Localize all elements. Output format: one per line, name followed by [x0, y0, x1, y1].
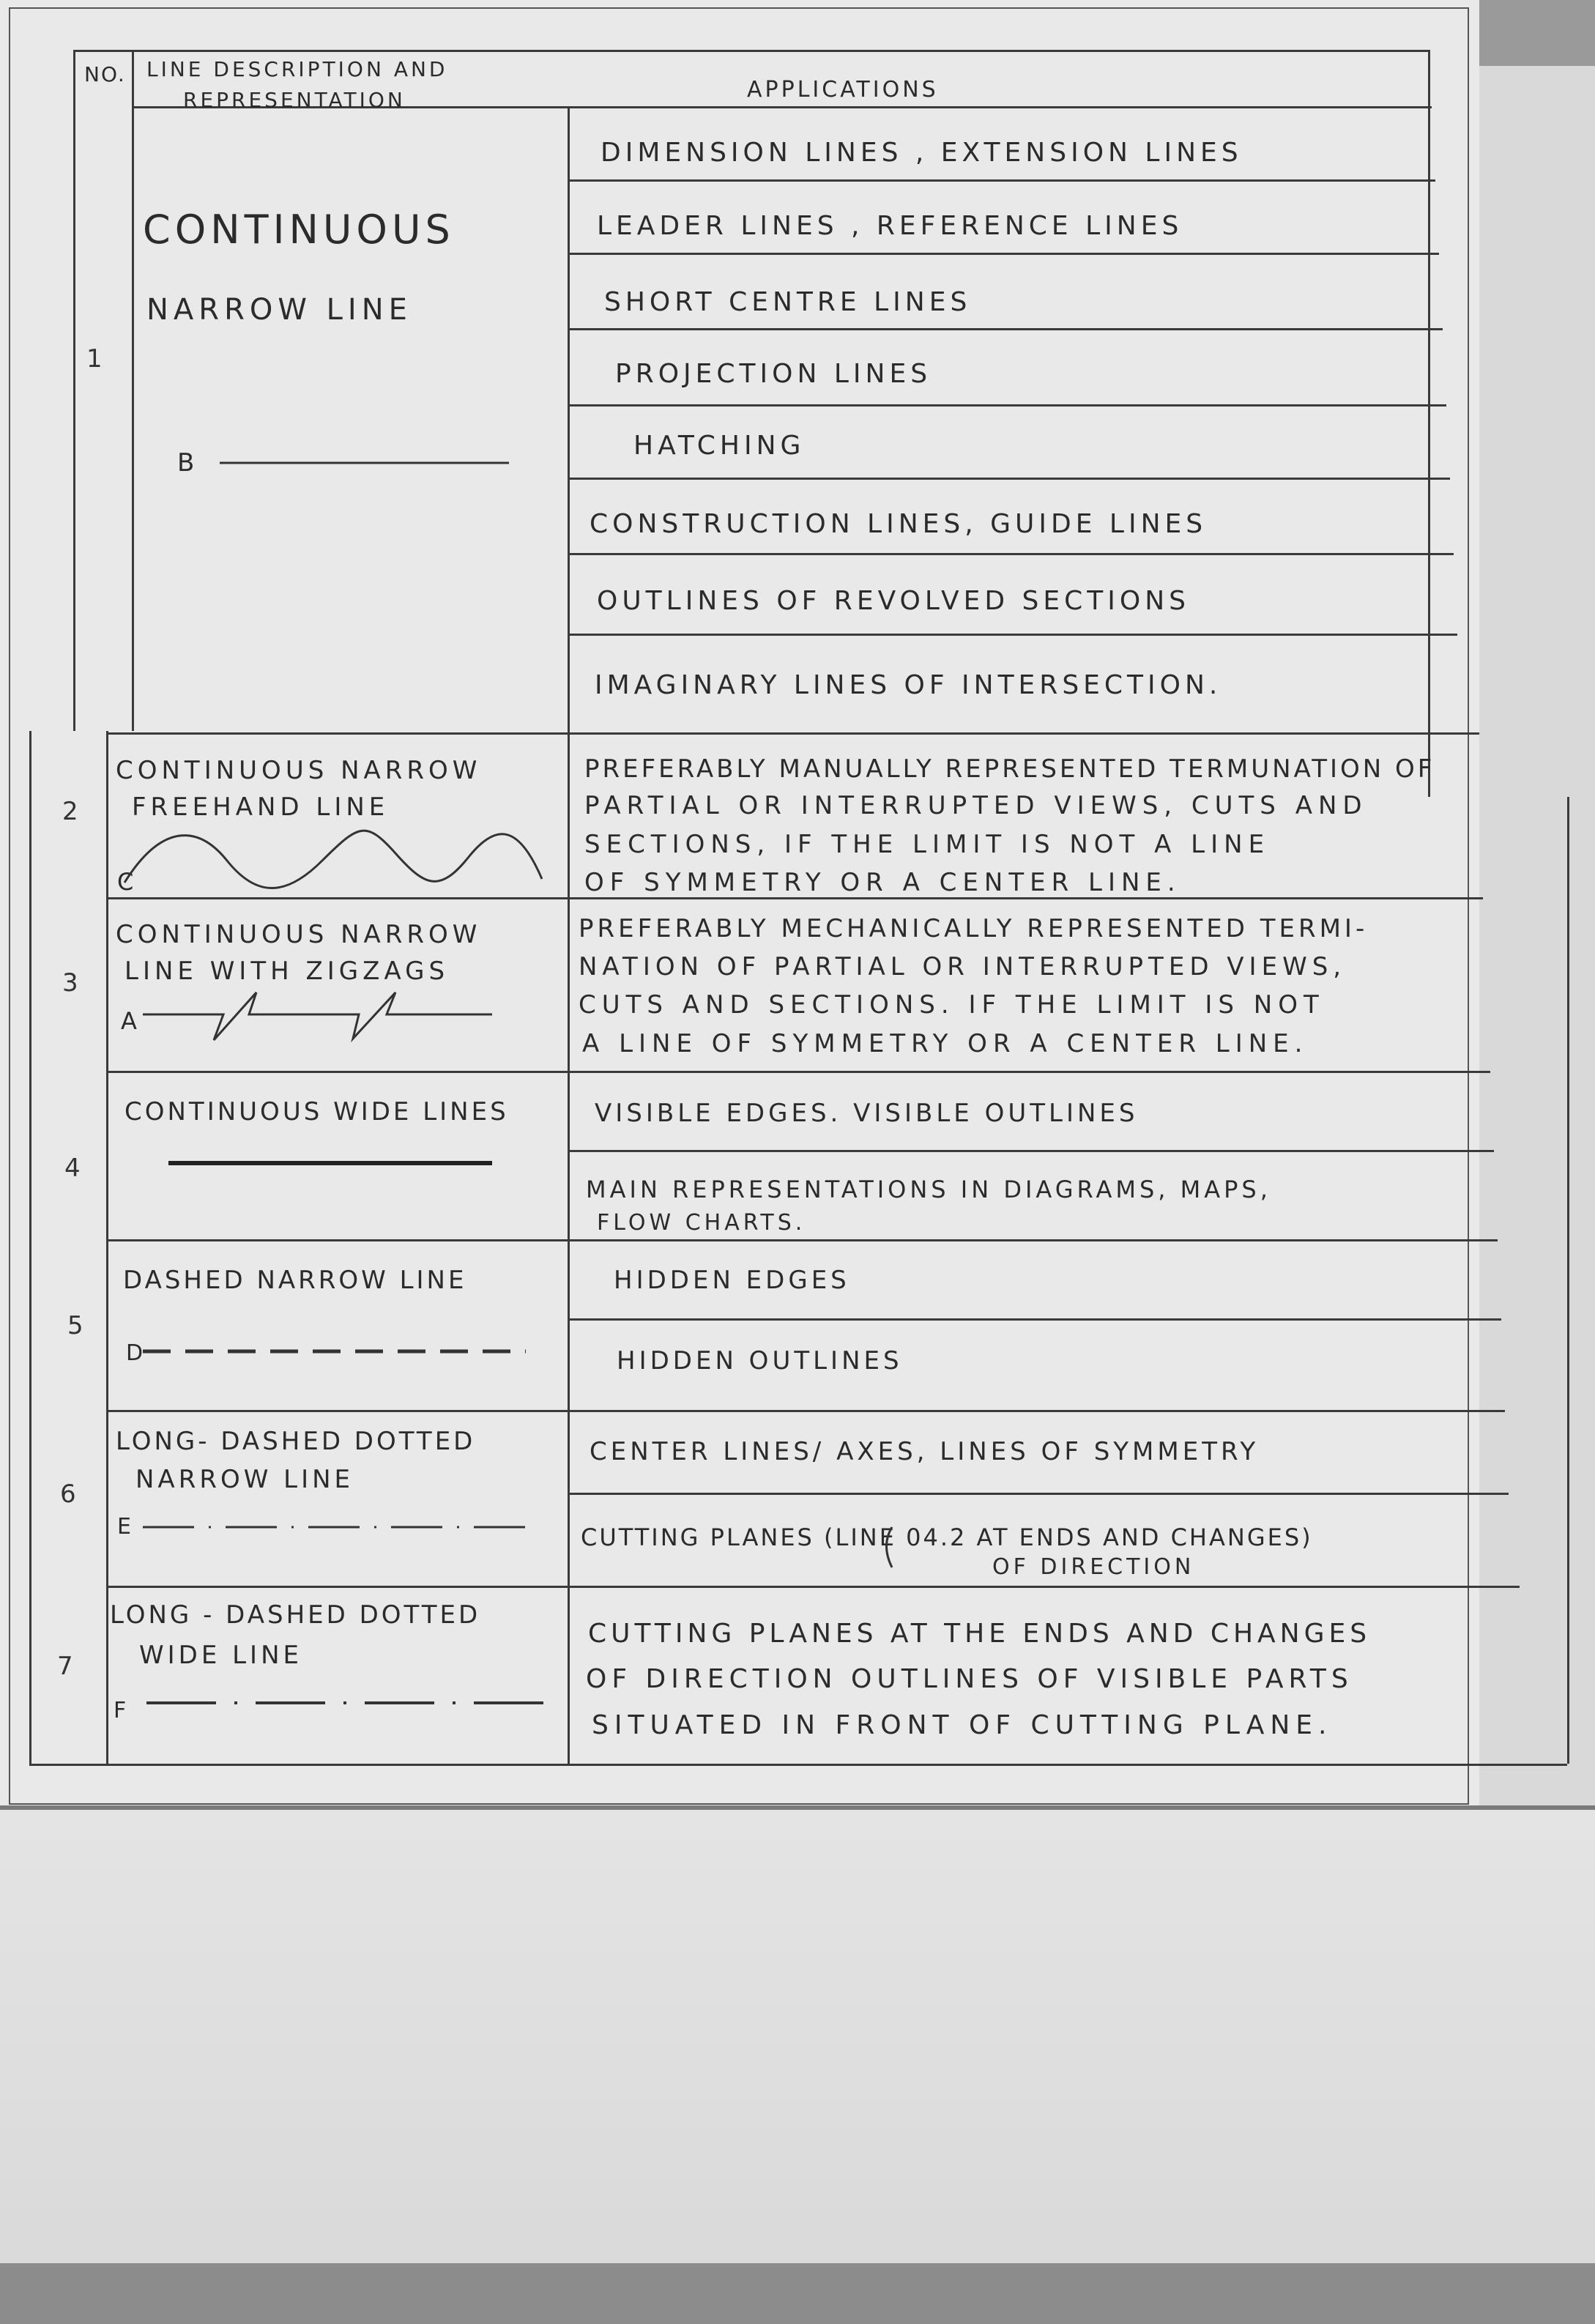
row6-application: CUTTING PLANES (LINE 04.2 AT ENDS AND CHANGES)	[581, 1523, 1313, 1551]
row2-subtitle: FREEHAND LINE	[132, 792, 390, 822]
row3-title: CONTINUOUS NARROW	[116, 920, 482, 949]
row1-application: LEADER LINES , REFERENCE LINES	[597, 211, 1183, 241]
row3-application: PREFERABLY MECHANICALLY REPRESENTED TERMI-	[579, 914, 1369, 943]
row1-title: CONTINUOUS	[143, 207, 455, 253]
row1-marker: B	[177, 448, 199, 478]
row7-title: LONG - DASHED DOTTED	[110, 1600, 481, 1630]
row2-application: PREFERABLY MANUALLY REPRESENTED TERMUNATION OF	[584, 754, 1435, 784]
row6-application: CENTER LINES/ AXES, LINES OF SYMMETRY	[590, 1437, 1260, 1466]
header-description: LINE DESCRIPTION AND	[146, 57, 448, 81]
row1-application: DIMENSION LINES , EXTENSION LINES	[601, 138, 1243, 168]
row1-subtitle: NARROW LINE	[146, 293, 412, 327]
row7-subtitle: WIDE LINE	[139, 1641, 303, 1670]
row6-subtitle: NARROW LINE	[135, 1465, 354, 1494]
freehand-sample	[124, 831, 542, 888]
row6-title: LONG- DASHED DOTTED	[116, 1427, 476, 1456]
row6-marker: E	[117, 1514, 135, 1540]
header-applications: APPLICATIONS	[747, 77, 939, 103]
row4-title: CONTINUOUS WIDE LINES	[124, 1097, 509, 1126]
row3-application: CUTS AND SECTIONS. IF THE LIMIT IS NOT	[579, 990, 1325, 1020]
header-no: NO.	[84, 62, 126, 86]
row1-application: HATCHING	[633, 431, 806, 461]
row3-application: A LINE OF SYMMETRY OR A CENTER LINE.	[582, 1029, 1309, 1058]
row-number-2: 2	[62, 797, 78, 826]
row-number-4: 4	[64, 1154, 81, 1183]
row7-application: CUTTING PLANES AT THE ENDS AND CHANGES	[588, 1619, 1372, 1649]
row2-application: OF SYMMETRY OR A CENTER LINE.	[584, 868, 1181, 897]
row2-application: PARTIAL OR INTERRUPTED VIEWS, CUTS AND	[584, 791, 1368, 820]
zigzag-sample	[143, 992, 492, 1040]
row4-application: VISIBLE EDGES. VISIBLE OUTLINES	[595, 1099, 1139, 1128]
row4-application: MAIN REPRESENTATIONS IN DIAGRAMS, MAPS,	[586, 1176, 1271, 1203]
header-description-2: REPRESENTATION	[183, 88, 406, 112]
row6-application: OF DIRECTION	[992, 1554, 1195, 1580]
row5-title: DASHED NARROW LINE	[123, 1266, 467, 1295]
row7-application: OF DIRECTION OUTLINES OF VISIBLE PARTS	[586, 1664, 1353, 1694]
row-number-7: 7	[57, 1652, 73, 1681]
row1-application: SHORT CENTRE LINES	[604, 287, 972, 317]
row5-application: HIDDEN EDGES	[614, 1266, 850, 1295]
row3-marker: A	[121, 1007, 141, 1035]
row2-application: SECTIONS, IF THE LIMIT IS NOT A LINE	[584, 830, 1271, 859]
row5-application: HIDDEN OUTLINES	[617, 1346, 903, 1376]
row-number-5: 5	[67, 1311, 83, 1340]
row2-marker: C	[117, 868, 138, 896]
row7-marker: F	[114, 1698, 131, 1723]
row1-application: PROJECTION LINES	[615, 359, 932, 389]
row3-application: NATION OF PARTIAL OR INTERRUPTED VIEWS,	[579, 952, 1347, 981]
row-number-6: 6	[60, 1480, 76, 1509]
row2-title: CONTINUOUS NARROW	[116, 756, 482, 785]
row1-application: CONSTRUCTION LINES, GUIDE LINES	[590, 509, 1208, 539]
row3-subtitle: LINE WITH ZIGZAGS	[124, 957, 450, 986]
row-number-1: 1	[86, 344, 103, 374]
row-number-3: 3	[62, 968, 78, 998]
row1-application: IMAGINARY LINES OF INTERSECTION.	[595, 670, 1222, 700]
row5-marker: D	[126, 1340, 148, 1366]
row7-application: SITUATED IN FRONT OF CUTTING PLANE.	[592, 1710, 1333, 1740]
row4-application: FLOW CHARTS.	[597, 1210, 806, 1236]
row1-application: OUTLINES OF REVOLVED SECTIONS	[597, 586, 1190, 616]
open-bracket-mark	[887, 1527, 893, 1567]
